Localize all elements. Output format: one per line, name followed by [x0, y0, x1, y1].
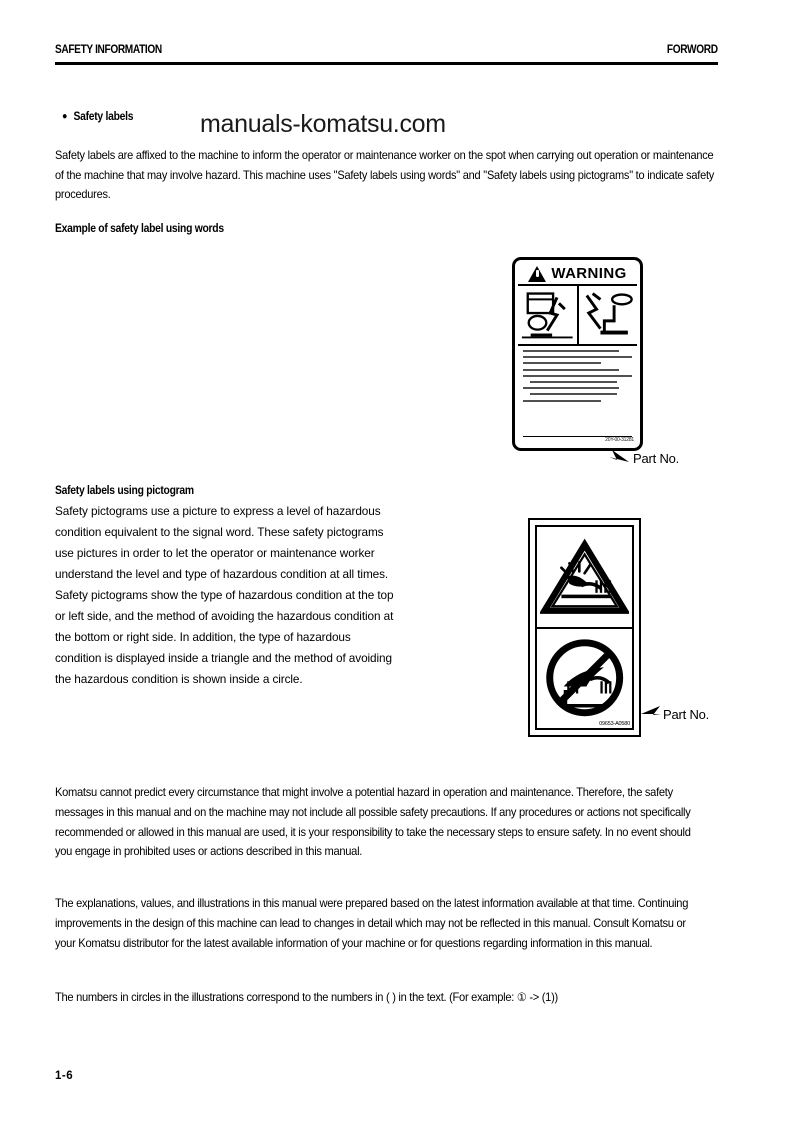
bullet-icon: ● — [62, 111, 68, 122]
pictogram-label-frame — [535, 525, 634, 730]
pictogram-label-part-code: 09653-A0580 — [599, 721, 630, 727]
pictogram-paragraph-line: condition is displayed inside a triangle and the method of avoiding — [55, 651, 392, 665]
part-no-arrow-icon-1 — [608, 448, 630, 464]
warning-text-line — [530, 393, 617, 395]
warning-text-line — [523, 369, 619, 371]
part-no-callout-1: Part No. — [633, 451, 680, 466]
pictogram-paragraph-line: condition equivalent to the signal word. These safety pictograms — [55, 525, 384, 539]
warning-label-part-code: 20Y-00-31281 — [605, 437, 634, 443]
pictogram-heading: Safety labels using pictogram — [55, 485, 194, 497]
pictogram-paragraph-line: understand the level and type of hazardous condition at all times. — [55, 567, 389, 581]
pictogram-prohibition-panel — [537, 629, 632, 729]
warning-text-line — [523, 375, 632, 377]
fan-hazard-triangle-icon — [540, 530, 629, 624]
header-chapter-title: FORWORD — [667, 44, 718, 56]
explanations-paragraph: The explanations, values, and illustrations in this manual were prepared based on the latest information available at that time. Continuing improvements in the design of this machine can lead to changes in detail which may not be reflected in this manual. Consult Komatsu or your Komatsu distributor for the latest available information of your machine or for questions regarding information in this manual. — [55, 897, 689, 950]
header-section-title: SAFETY INFORMATION — [55, 44, 162, 56]
intro-paragraph: Safety labels are affixed to the machine to inform the operator or maintenance worker on the spot when carrying out operation or maintenance of the machine that may involve hazard. This machine uses "Safety labels using words" and "Safety labels using pictograms" to indicate safety procedures. — [55, 149, 715, 201]
part-no-callout-2: Part No. — [663, 707, 710, 722]
warning-signal-word: WARNING — [551, 265, 627, 282]
part-no-arrow-icon-2 — [640, 704, 662, 720]
pictogram-paragraph-line: the bottom or right side. In addition, the type of hazardous — [55, 630, 351, 644]
warning-label-text-block — [518, 346, 637, 402]
operator-seat-icon — [579, 286, 638, 344]
warning-label-header — [518, 263, 637, 286]
safety-labels-heading-label: Safety labels — [73, 111, 134, 123]
page-number: 1-6 — [55, 1070, 74, 1082]
pictogram-paragraph-line: the hazardous condition is shown inside a circle. — [55, 672, 303, 686]
header-divider — [55, 62, 718, 65]
warning-triangle-icon — [528, 266, 546, 282]
warning-text-line — [523, 356, 632, 358]
warning-text-line — [523, 387, 619, 389]
example-words-heading: Example of safety label using words — [55, 223, 224, 235]
pictogram-paragraph — [55, 501, 441, 690]
warning-text-line — [523, 400, 601, 402]
machine-operation-pictogram-icon — [577, 286, 638, 344]
pictogram-paragraph-line: Safety pictograms show the type of hazardous condition at the top — [55, 588, 394, 602]
safety-labels-heading — [62, 111, 133, 123]
pictogram-label-figure — [528, 518, 641, 737]
operator-manual-pictogram-icon — [518, 286, 577, 344]
machine-hazard-icon — [518, 286, 577, 344]
pictogram-paragraph-line: Safety pictograms use a picture to express a level of hazardous — [55, 504, 381, 518]
circled-numbers-paragraph: The numbers in circles in the illustrations correspond to the numbers in ( ) in the text. (For example: ① -> (1)) — [55, 991, 558, 1004]
warning-text-line — [523, 350, 619, 352]
page-header — [55, 44, 718, 66]
pictogram-paragraph-line: or left side, and the method of avoiding the hazardous condition at — [55, 609, 394, 623]
warning-text-line — [523, 362, 601, 364]
pictogram-hazard-panel — [537, 527, 632, 629]
liability-paragraph: Komatsu cannot predict every circumstance that might involve a potential hazard in operation and maintenance. Therefore, the safety messages in this manual and on the machine may not include all possible safety precautions. If any procedures or actions not specifically recommended or allowed in this manual are used, it is your responsibility to take the necessary steps to ensure safety. In no event should you engage in prohibited uses or actions described in this manual. — [55, 786, 691, 859]
no-hands-prohibition-icon — [541, 632, 628, 724]
watermark-text: manuals-komatsu.com — [200, 110, 446, 138]
pictogram-paragraph-line: use pictures in order to let the operator or maintenance worker — [55, 546, 375, 560]
warning-text-line — [530, 381, 617, 383]
warning-label-pictogram-row — [518, 286, 637, 346]
warning-label-figure — [512, 257, 643, 451]
